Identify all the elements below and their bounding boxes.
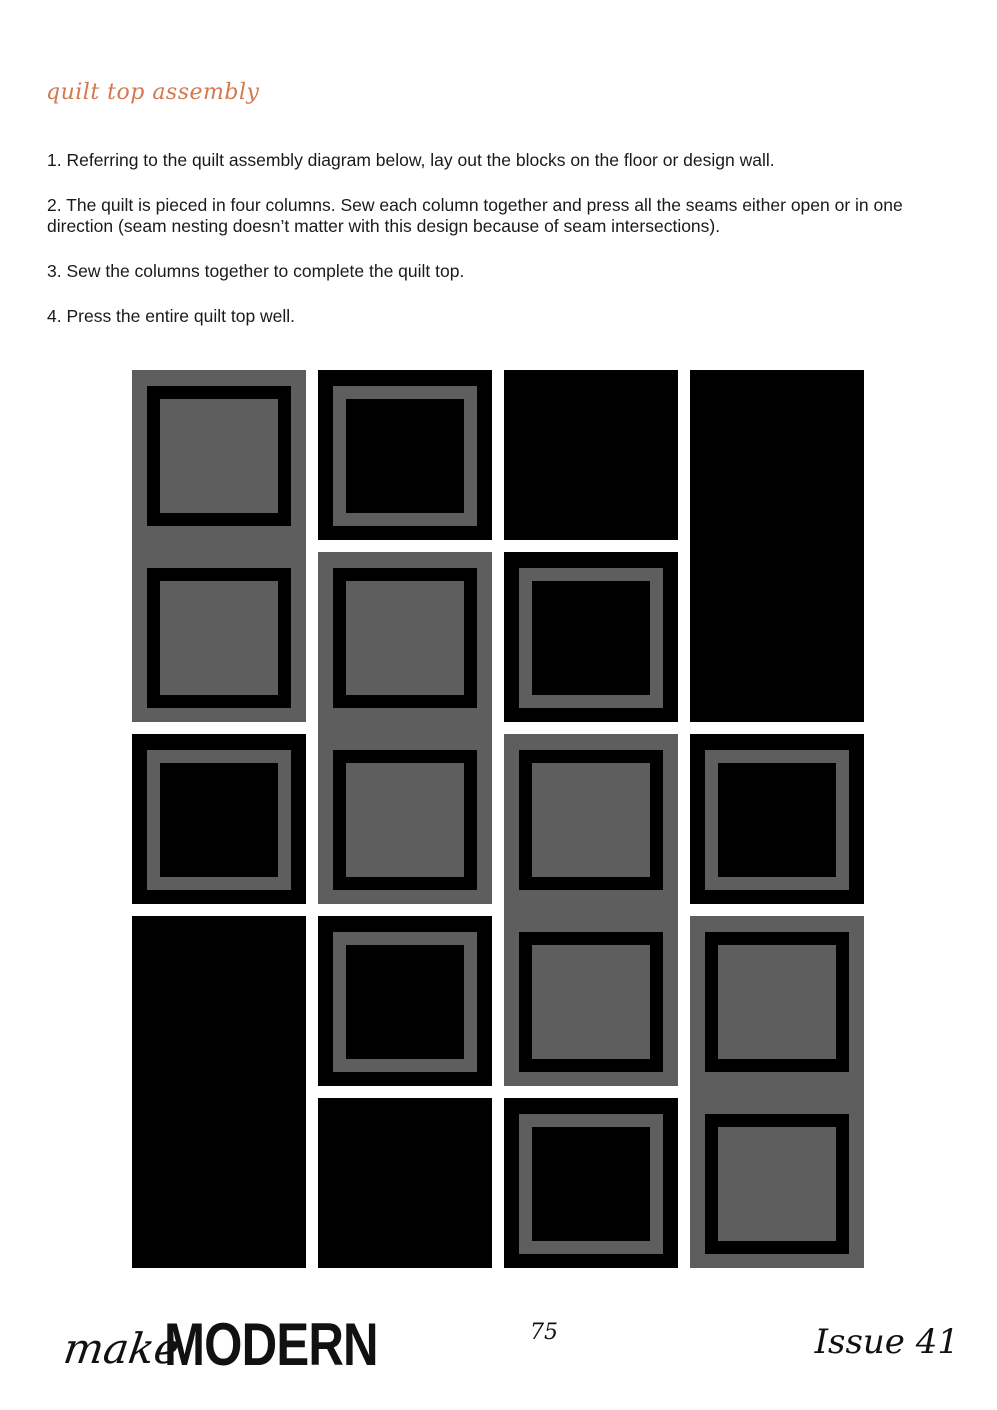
block-frame — [519, 1114, 663, 1254]
block-center — [718, 763, 836, 877]
block-center — [160, 399, 278, 513]
solid-black-block — [318, 1098, 492, 1268]
block-frame — [147, 386, 291, 526]
block-center — [346, 399, 464, 513]
block-frame — [147, 750, 291, 890]
black-framed-block — [318, 916, 492, 1086]
block-frame — [705, 1114, 849, 1254]
block-center — [160, 581, 278, 695]
step-1: 1. Referring to the quilt assembly diagram below, lay out the blocks on the floor or design wall. — [47, 150, 775, 170]
gray-framed-block — [504, 734, 678, 1086]
block-center — [346, 763, 464, 877]
quilt-assembly-diagram — [132, 370, 864, 1256]
block-center — [160, 763, 278, 877]
solid-black-block — [504, 370, 678, 540]
black-framed-block — [504, 1098, 678, 1268]
gray-framed-block — [318, 552, 492, 904]
gray-framed-block — [132, 370, 306, 722]
issue-label: Issue 41 — [814, 1322, 959, 1362]
block-frame — [333, 932, 477, 1072]
section-heading: quilt top assembly — [46, 80, 260, 105]
block-frame — [147, 568, 291, 708]
step-2: 2. The quilt is pieced in four columns. Sew each column together and press all the seams either open or in one direction (seam nesting doesn’t matter with this design because of seam intersections). — [47, 195, 903, 236]
block-frame — [333, 386, 477, 526]
block-center — [718, 1127, 836, 1241]
page-number: 75 — [530, 1320, 558, 1345]
logo-modern-text: MODERN — [164, 1311, 378, 1378]
solid-black-block — [132, 916, 306, 1268]
block-center — [346, 581, 464, 695]
block-frame — [333, 568, 477, 708]
step-3: 3. Sew the columns together to complete the quilt top. — [47, 261, 465, 281]
block-frame — [519, 932, 663, 1072]
instructions — [47, 150, 957, 351]
black-framed-block — [504, 552, 678, 722]
logo-make-text: make — [60, 1324, 183, 1373]
block-frame — [333, 750, 477, 890]
block-center — [532, 581, 650, 695]
block-center — [532, 1127, 650, 1241]
block-center — [532, 763, 650, 877]
gray-framed-block — [690, 916, 864, 1268]
solid-black-block — [690, 370, 864, 722]
black-framed-block — [132, 734, 306, 904]
block-center — [532, 945, 650, 1059]
step-4: 4. Press the entire quilt top well. — [47, 306, 296, 326]
block-frame — [705, 750, 849, 890]
black-framed-block — [318, 370, 492, 540]
block-center — [346, 945, 464, 1059]
block-frame — [519, 750, 663, 890]
block-frame — [519, 568, 663, 708]
black-framed-block — [690, 734, 864, 904]
block-frame — [705, 932, 849, 1072]
block-center — [718, 945, 836, 1059]
